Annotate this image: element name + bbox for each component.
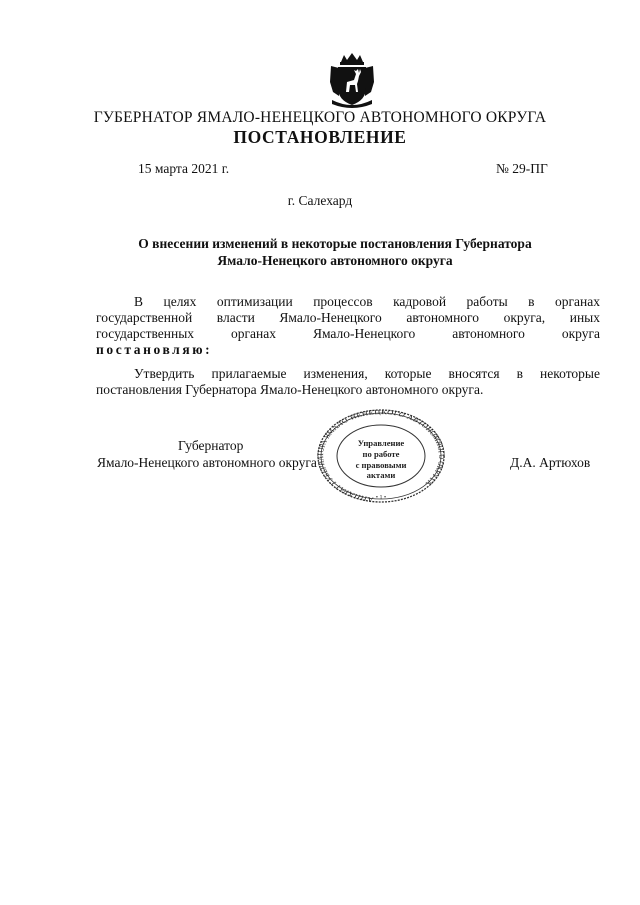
- document-type: ПОСТАНОВЛЕНИЕ: [233, 127, 407, 147]
- paragraph-1-line-3: государственных органах Ямало-Ненецкого автономного округа: [96, 326, 600, 341]
- document-city: г. Салехард: [287, 193, 353, 208]
- document-subject: [100, 235, 570, 269]
- stamp-center-line-3: с правовыми: [355, 460, 407, 470]
- signature-position-line-2: Ямало-Ненецкого автономного округа: [97, 455, 317, 470]
- body-paragraph-1: [96, 294, 600, 342]
- signature-position-line-1: Губернатор: [178, 438, 244, 453]
- document-date: 15 марта 2021 г.: [138, 161, 230, 176]
- document-number: № 29-ПГ: [496, 161, 548, 176]
- subject-line-2: Ямало-Ненецкого автономного округа: [217, 253, 453, 268]
- stamp-ring-text: АППАРАТ ГУБЕРНАТОРА ЯМАЛО-НЕНЕЦКОГО АВТОНОМНОГО ОКРУГА: [315, 408, 447, 504]
- subject-line-1: О внесении изменений в некоторые постановления Губернатора: [138, 236, 532, 251]
- stamp-center-line-2: по работе: [362, 449, 400, 459]
- authority-title: ГУБЕРНАТОР ЯМАЛО-НЕНЕЦКОГО АВТОНОМНОГО ОКРУГА: [93, 109, 547, 126]
- stamp-center-line-4: актами: [366, 470, 396, 480]
- paragraph-1-line-1: В целях оптимизации процессов кадровой работы в органах: [134, 294, 600, 309]
- body-paragraph-2: Утвердить прилагаемые изменения, которые вносятся в некоторые постановления Губернатора Ямало-Ненецкого автономного округа.: [96, 366, 600, 397]
- stamp-center-line-1: Управление: [357, 438, 405, 448]
- signatory-name: Д.А. Артюхов: [510, 455, 591, 470]
- paragraph-1-line-2: государственной власти Ямало-Ненецкого автономного округа, иных: [96, 310, 600, 325]
- stamp-ring-mark: • 1 •: [375, 495, 387, 501]
- coat-of-arms-icon: [327, 52, 377, 108]
- decree-word: постановляю:: [96, 342, 213, 357]
- official-stamp: [315, 408, 447, 504]
